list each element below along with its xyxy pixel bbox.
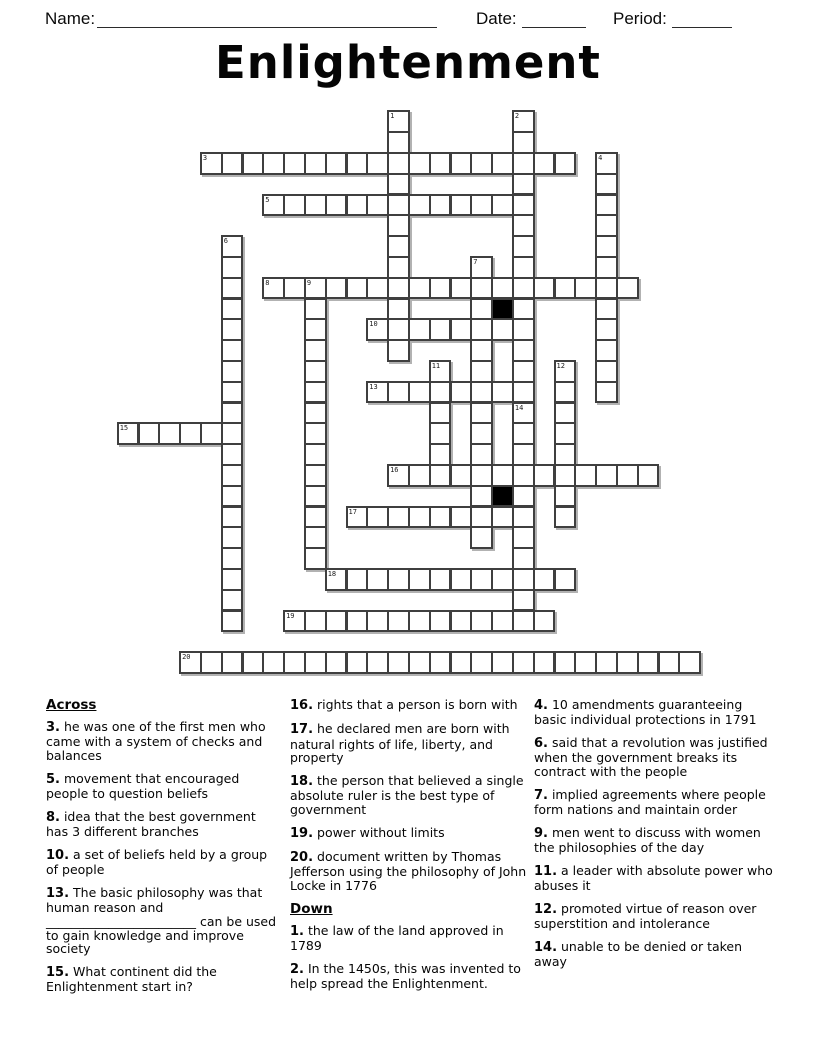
grid-cell[interactable] bbox=[470, 152, 493, 175]
cell-number: 11 bbox=[431, 361, 441, 370]
grid-cell[interactable] bbox=[595, 277, 618, 300]
clues-column-2 bbox=[290, 698, 532, 1000]
grid-cell[interactable] bbox=[325, 610, 348, 633]
grid-cell[interactable] bbox=[366, 277, 389, 300]
grid-cell[interactable] bbox=[304, 506, 327, 529]
cell-number: 3 bbox=[202, 153, 208, 162]
grid-cell[interactable] bbox=[221, 610, 244, 633]
grid-cell[interactable] bbox=[304, 402, 327, 425]
grid-cell[interactable] bbox=[346, 651, 369, 674]
grid-cell[interactable] bbox=[491, 506, 514, 529]
grid-cell[interactable] bbox=[387, 339, 410, 362]
grid-cell[interactable] bbox=[595, 152, 618, 175]
grid-cell[interactable] bbox=[304, 464, 327, 487]
grid-cell[interactable] bbox=[346, 610, 369, 633]
grid-cell[interactable] bbox=[262, 194, 285, 217]
clue-7-down: 7. implied agreements where people form nations and maintain order bbox=[534, 786, 766, 818]
clue-1-down: 1. the law of the land approved in 1789 bbox=[290, 922, 504, 954]
grid-cell[interactable] bbox=[262, 277, 285, 300]
grid-cell[interactable] bbox=[533, 610, 556, 633]
grid-cell[interactable] bbox=[221, 464, 244, 487]
grid-cell[interactable] bbox=[595, 318, 618, 341]
grid-cell[interactable] bbox=[533, 464, 556, 487]
period-label: Period: bbox=[613, 9, 667, 28]
grid-cell[interactable] bbox=[387, 381, 410, 404]
grid-cell[interactable] bbox=[512, 152, 535, 175]
black-cell bbox=[491, 298, 514, 321]
grid-cell[interactable] bbox=[408, 506, 431, 529]
grid-cell[interactable] bbox=[408, 651, 431, 674]
grid-cell[interactable] bbox=[325, 568, 348, 591]
down-header: Down bbox=[290, 900, 333, 917]
grid-cell[interactable] bbox=[512, 110, 535, 133]
grid-cell[interactable] bbox=[304, 152, 327, 175]
grid-cell[interactable] bbox=[221, 256, 244, 279]
clue-3-across: 3. he was one of the first men who came with a system of checks and balances bbox=[46, 718, 266, 763]
grid-cell[interactable] bbox=[387, 506, 410, 529]
grid-cell[interactable] bbox=[221, 651, 244, 674]
grid-cell[interactable] bbox=[470, 568, 493, 591]
grid-cell[interactable] bbox=[325, 277, 348, 300]
grid-cell[interactable] bbox=[533, 651, 556, 674]
grid-cell[interactable] bbox=[387, 235, 410, 258]
grid-cell[interactable] bbox=[221, 506, 244, 529]
grid-cell[interactable] bbox=[429, 464, 452, 487]
grid-cell[interactable] bbox=[366, 651, 389, 674]
grid-cell[interactable] bbox=[304, 360, 327, 383]
grid-cell[interactable] bbox=[554, 506, 577, 529]
grid-cell[interactable] bbox=[450, 277, 473, 300]
cell-number: 2 bbox=[514, 112, 520, 121]
grid-cell[interactable] bbox=[595, 256, 618, 279]
grid-cell[interactable] bbox=[491, 152, 514, 175]
grid-cell[interactable] bbox=[158, 422, 181, 445]
grid-cell[interactable] bbox=[304, 318, 327, 341]
grid-cell[interactable] bbox=[304, 651, 327, 674]
clue-19-across: 19. power without limits bbox=[290, 824, 445, 841]
cell-number: 7 bbox=[473, 257, 478, 266]
cell-number: 15 bbox=[119, 424, 129, 433]
grid-cell[interactable] bbox=[387, 173, 410, 196]
grid-cell[interactable] bbox=[491, 568, 514, 591]
grid-cell[interactable] bbox=[512, 464, 535, 487]
grid-cell[interactable] bbox=[366, 568, 389, 591]
grid-cell[interactable] bbox=[346, 194, 369, 217]
clues-column-3 bbox=[534, 698, 774, 978]
grid-cell[interactable] bbox=[429, 610, 452, 633]
grid-cell[interactable] bbox=[200, 422, 223, 445]
cell-number: 6 bbox=[223, 237, 228, 246]
grid-cell[interactable] bbox=[512, 131, 535, 154]
grid-cell[interactable] bbox=[595, 298, 618, 321]
grid-cell[interactable] bbox=[554, 402, 577, 425]
grid-cell[interactable] bbox=[221, 339, 244, 362]
grid-cell[interactable] bbox=[304, 485, 327, 508]
grid-cell[interactable] bbox=[366, 152, 389, 175]
grid-cell[interactable] bbox=[221, 485, 244, 508]
grid-cell[interactable] bbox=[429, 360, 452, 383]
grid-cell[interactable] bbox=[387, 110, 410, 133]
grid-cell[interactable] bbox=[470, 256, 493, 279]
grid-cell[interactable] bbox=[450, 506, 473, 529]
grid-cell[interactable] bbox=[512, 339, 535, 362]
grid-cell[interactable] bbox=[470, 339, 493, 362]
grid-cell[interactable] bbox=[491, 651, 514, 674]
grid-cell[interactable] bbox=[429, 651, 452, 674]
grid-cell[interactable] bbox=[512, 298, 535, 321]
grid-cell[interactable] bbox=[221, 360, 244, 383]
grid-cell[interactable] bbox=[533, 568, 556, 591]
grid-cell[interactable] bbox=[450, 651, 473, 674]
cell-number: 10 bbox=[369, 320, 378, 329]
grid-cell[interactable] bbox=[554, 152, 577, 175]
grid-cell[interactable] bbox=[408, 381, 431, 404]
clue-11-down: 11. a leader with absolute power who abuses it bbox=[534, 862, 773, 894]
grid-cell[interactable] bbox=[595, 651, 618, 674]
grid-cell[interactable] bbox=[554, 464, 577, 487]
grid-cell[interactable] bbox=[595, 360, 618, 383]
grid-cell[interactable] bbox=[616, 651, 639, 674]
cell-number: 16 bbox=[390, 465, 399, 474]
clue-18-across: 18. the person that believed a single absolute ruler is the best type of government bbox=[290, 773, 524, 818]
grid-cell[interactable] bbox=[387, 568, 410, 591]
clue-20-across: 20. document written by Thomas Jefferson using the philosophy of John Locke in 1776 bbox=[290, 849, 527, 894]
grid-cell[interactable] bbox=[595, 381, 618, 404]
grid-cell[interactable] bbox=[283, 152, 306, 175]
grid-cell[interactable] bbox=[221, 318, 244, 341]
grid-cell[interactable] bbox=[429, 194, 452, 217]
grid-cell[interactable] bbox=[595, 194, 618, 217]
cell-number: 9 bbox=[306, 278, 312, 287]
grid-cell[interactable] bbox=[554, 651, 577, 674]
clue-2-down: 2. In the 1450s, this was invented to help spread the Enlightenment. bbox=[290, 960, 521, 992]
name-label: Name: bbox=[45, 9, 96, 28]
grid-cell[interactable] bbox=[346, 277, 369, 300]
grid-cell[interactable] bbox=[429, 422, 452, 445]
cell-number: 13 bbox=[369, 382, 378, 391]
grid-cell[interactable] bbox=[221, 235, 244, 258]
grid-cell[interactable] bbox=[470, 485, 493, 508]
grid-cell[interactable] bbox=[262, 152, 285, 175]
grid-cell[interactable] bbox=[491, 610, 514, 633]
grid-cell[interactable] bbox=[304, 610, 327, 633]
grid-cell[interactable] bbox=[512, 194, 535, 217]
grid-cell[interactable] bbox=[179, 651, 202, 674]
grid-cell[interactable] bbox=[470, 464, 493, 487]
grid-cell[interactable] bbox=[512, 173, 535, 196]
cell-number: 19 bbox=[286, 611, 295, 620]
grid-cell[interactable] bbox=[221, 526, 244, 549]
grid-cell[interactable] bbox=[221, 277, 244, 300]
cell-number: 12 bbox=[556, 361, 565, 370]
grid-cell[interactable] bbox=[346, 506, 369, 529]
grid-cell[interactable] bbox=[200, 152, 223, 175]
grid-cell[interactable] bbox=[533, 277, 556, 300]
grid-cell[interactable] bbox=[346, 568, 369, 591]
grid-cell[interactable] bbox=[221, 589, 244, 612]
grid-cell[interactable] bbox=[512, 277, 535, 300]
grid-cell[interactable] bbox=[554, 568, 577, 591]
grid-cell[interactable] bbox=[595, 235, 618, 258]
grid-cell[interactable] bbox=[408, 568, 431, 591]
grid-cell[interactable] bbox=[325, 194, 348, 217]
grid-cell[interactable] bbox=[283, 194, 306, 217]
clue-16-across: 16. rights that a person is born with bbox=[290, 697, 518, 713]
grid-cell[interactable] bbox=[304, 443, 327, 466]
grid-cell[interactable] bbox=[512, 422, 535, 445]
grid-cell[interactable] bbox=[408, 152, 431, 175]
grid-cell[interactable] bbox=[595, 339, 618, 362]
across-header: Across bbox=[46, 697, 97, 713]
grid-cell[interactable] bbox=[304, 277, 327, 300]
grid-cell[interactable] bbox=[450, 610, 473, 633]
grid-cell[interactable] bbox=[325, 152, 348, 175]
grid-cell[interactable] bbox=[242, 152, 265, 175]
grid-cell[interactable] bbox=[574, 277, 597, 300]
cell-number: 4 bbox=[598, 153, 603, 162]
grid-cell[interactable] bbox=[179, 422, 202, 445]
grid-cell[interactable] bbox=[512, 589, 535, 612]
grid-cell[interactable] bbox=[595, 464, 618, 487]
grid-cell[interactable] bbox=[470, 526, 493, 549]
grid-cell[interactable] bbox=[554, 360, 577, 383]
grid-cell[interactable] bbox=[221, 298, 244, 321]
grid-cell[interactable] bbox=[470, 194, 493, 217]
date-label: Date: bbox=[476, 9, 517, 28]
grid-cell[interactable] bbox=[470, 298, 493, 321]
grid-cell[interactable] bbox=[512, 651, 535, 674]
cell-number: 1 bbox=[390, 112, 395, 121]
grid-cell[interactable] bbox=[450, 318, 473, 341]
grid-cell[interactable] bbox=[221, 568, 244, 591]
grid-cell[interactable] bbox=[221, 402, 244, 425]
grid-cell[interactable] bbox=[595, 214, 618, 237]
grid-cell[interactable] bbox=[304, 298, 327, 321]
grid-cell[interactable] bbox=[408, 318, 431, 341]
grid-cell[interactable] bbox=[512, 235, 535, 258]
grid-cell[interactable] bbox=[304, 194, 327, 217]
grid-cell[interactable] bbox=[470, 381, 493, 404]
grid-cell[interactable] bbox=[512, 485, 535, 508]
grid-cell[interactable] bbox=[283, 651, 306, 674]
grid-cell[interactable] bbox=[200, 651, 223, 674]
grid-cell[interactable] bbox=[554, 381, 577, 404]
grid-cell[interactable] bbox=[512, 318, 535, 341]
grid-cell[interactable] bbox=[554, 422, 577, 445]
clue-6-down: 6. said that a revolution was justified when the government breaks its contract with the people bbox=[534, 735, 768, 780]
grid-cell[interactable] bbox=[429, 506, 452, 529]
cell-number: 17 bbox=[348, 507, 357, 516]
grid-cell[interactable] bbox=[387, 318, 410, 341]
grid-cell[interactable] bbox=[616, 277, 639, 300]
grid-cell[interactable] bbox=[512, 256, 535, 279]
grid-cell[interactable] bbox=[387, 214, 410, 237]
grid-cell[interactable] bbox=[387, 131, 410, 154]
grid-cell[interactable] bbox=[512, 568, 535, 591]
page-title: Enlightenment bbox=[215, 36, 601, 89]
grid-cell[interactable] bbox=[429, 402, 452, 425]
cell-number: 8 bbox=[265, 278, 270, 287]
grid-cell[interactable] bbox=[304, 381, 327, 404]
grid-cell[interactable] bbox=[221, 381, 244, 404]
grid-cell[interactable] bbox=[491, 464, 514, 487]
grid-cell[interactable] bbox=[574, 464, 597, 487]
grid-cell[interactable] bbox=[429, 277, 452, 300]
grid-cell[interactable] bbox=[387, 464, 410, 487]
grid-cell[interactable] bbox=[512, 443, 535, 466]
grid-cell[interactable] bbox=[138, 422, 161, 445]
clue-13-across: 13. The basic philosophy was that human reason and ________________________ can be used to gain knowledge and improve society bbox=[46, 884, 277, 957]
grid-cell[interactable] bbox=[450, 381, 473, 404]
grid-cell[interactable] bbox=[512, 610, 535, 633]
grid-cell[interactable] bbox=[387, 298, 410, 321]
grid-cell[interactable] bbox=[637, 464, 660, 487]
grid-cell[interactable] bbox=[470, 318, 493, 341]
grid-cell[interactable] bbox=[678, 651, 701, 674]
clue-10-across: 10. a set of beliefs held by a group of people bbox=[46, 846, 268, 878]
grid-cell[interactable] bbox=[262, 651, 285, 674]
grid-cell[interactable] bbox=[450, 464, 473, 487]
grid-cell[interactable] bbox=[512, 381, 535, 404]
grid-cell[interactable] bbox=[554, 485, 577, 508]
black-cell bbox=[491, 485, 514, 508]
grid-cell[interactable] bbox=[491, 277, 514, 300]
cell-number: 14 bbox=[514, 403, 524, 412]
grid-cell[interactable] bbox=[366, 381, 389, 404]
grid-cell[interactable] bbox=[408, 277, 431, 300]
grid-cell[interactable] bbox=[366, 610, 389, 633]
grid-cell[interactable] bbox=[533, 152, 556, 175]
grid-cell[interactable] bbox=[221, 152, 244, 175]
clue-12-down: 12. promoted virtue of reason over superstition and intolerance bbox=[534, 900, 757, 932]
grid-cell[interactable] bbox=[470, 360, 493, 383]
clues-column-1 bbox=[46, 698, 279, 1003]
grid-cell[interactable] bbox=[470, 506, 493, 529]
grid-cell[interactable] bbox=[512, 547, 535, 570]
grid-cell[interactable] bbox=[429, 318, 452, 341]
grid-cell[interactable] bbox=[637, 651, 660, 674]
grid-cell[interactable] bbox=[304, 339, 327, 362]
grid-cell[interactable] bbox=[387, 651, 410, 674]
grid-cell[interactable] bbox=[408, 194, 431, 217]
grid-cell[interactable] bbox=[470, 277, 493, 300]
grid-cell[interactable] bbox=[429, 568, 452, 591]
grid-cell[interactable] bbox=[554, 277, 577, 300]
clue-15-across: 15. What continent did the Enlightenment start in? bbox=[46, 964, 217, 995]
grid-cell[interactable] bbox=[470, 402, 493, 425]
grid-cell[interactable] bbox=[491, 381, 514, 404]
clue-5-across: 5. movement that encouraged people to question beliefs bbox=[46, 770, 240, 801]
grid-cell[interactable] bbox=[346, 152, 369, 175]
grid-cell[interactable] bbox=[574, 651, 597, 674]
grid-cell[interactable] bbox=[512, 214, 535, 237]
clue-8-across: 8. idea that the best government has 3 different branches bbox=[46, 808, 256, 839]
grid-cell[interactable] bbox=[470, 443, 493, 466]
grid-cell[interactable] bbox=[429, 381, 452, 404]
grid-cell[interactable] bbox=[470, 610, 493, 633]
grid-cell[interactable] bbox=[304, 547, 327, 570]
grid-cell[interactable] bbox=[595, 173, 618, 196]
grid-cell[interactable] bbox=[221, 443, 244, 466]
grid-cell[interactable] bbox=[429, 152, 452, 175]
grid-cell[interactable] bbox=[221, 547, 244, 570]
grid-cell[interactable] bbox=[387, 610, 410, 633]
grid-cell[interactable] bbox=[450, 152, 473, 175]
grid-cell[interactable] bbox=[283, 610, 306, 633]
grid-cell[interactable] bbox=[408, 610, 431, 633]
grid-cell[interactable] bbox=[117, 422, 140, 445]
grid-cell[interactable] bbox=[304, 422, 327, 445]
grid-cell[interactable] bbox=[387, 152, 410, 175]
grid-cell[interactable] bbox=[366, 506, 389, 529]
grid-cell[interactable] bbox=[387, 277, 410, 300]
grid-cell[interactable] bbox=[512, 402, 535, 425]
grid-cell[interactable] bbox=[450, 568, 473, 591]
clue-14-down: 14. unable to be denied or taken away bbox=[534, 939, 743, 970]
grid-cell[interactable] bbox=[304, 526, 327, 549]
grid-cell[interactable] bbox=[491, 194, 514, 217]
grid-cell[interactable] bbox=[387, 256, 410, 279]
grid-cell[interactable] bbox=[512, 360, 535, 383]
grid-cell[interactable] bbox=[283, 277, 306, 300]
grid-cell[interactable] bbox=[554, 443, 577, 466]
grid-cell[interactable] bbox=[512, 526, 535, 549]
grid-cell[interactable] bbox=[408, 464, 431, 487]
grid-cell[interactable] bbox=[242, 651, 265, 674]
cell-number: 20 bbox=[182, 653, 191, 662]
grid-cell[interactable] bbox=[387, 194, 410, 217]
grid-cell[interactable] bbox=[512, 506, 535, 529]
grid-cell[interactable] bbox=[470, 422, 493, 445]
cell-number: 5 bbox=[265, 195, 270, 204]
grid-cell[interactable] bbox=[325, 651, 348, 674]
clue-17-across: 17. he declared men are born with natural rights of life, liberty, and property bbox=[290, 721, 510, 766]
grid-cell[interactable] bbox=[450, 194, 473, 217]
grid-cell[interactable] bbox=[616, 464, 639, 487]
grid-cell[interactable] bbox=[470, 651, 493, 674]
grid-cell[interactable] bbox=[221, 422, 244, 445]
clue-4-down: 4. 10 amendments guaranteeing basic individual protections in 1791 bbox=[534, 697, 757, 728]
grid-cell[interactable] bbox=[366, 194, 389, 217]
cell-number: 18 bbox=[327, 569, 337, 578]
grid-cell[interactable] bbox=[429, 443, 452, 466]
grid-cell[interactable] bbox=[491, 318, 514, 341]
grid-cell[interactable] bbox=[658, 651, 681, 674]
grid-cell[interactable] bbox=[366, 318, 389, 341]
clue-9-down: 9. men went to discuss with women the philosophies of the day bbox=[534, 824, 761, 856]
